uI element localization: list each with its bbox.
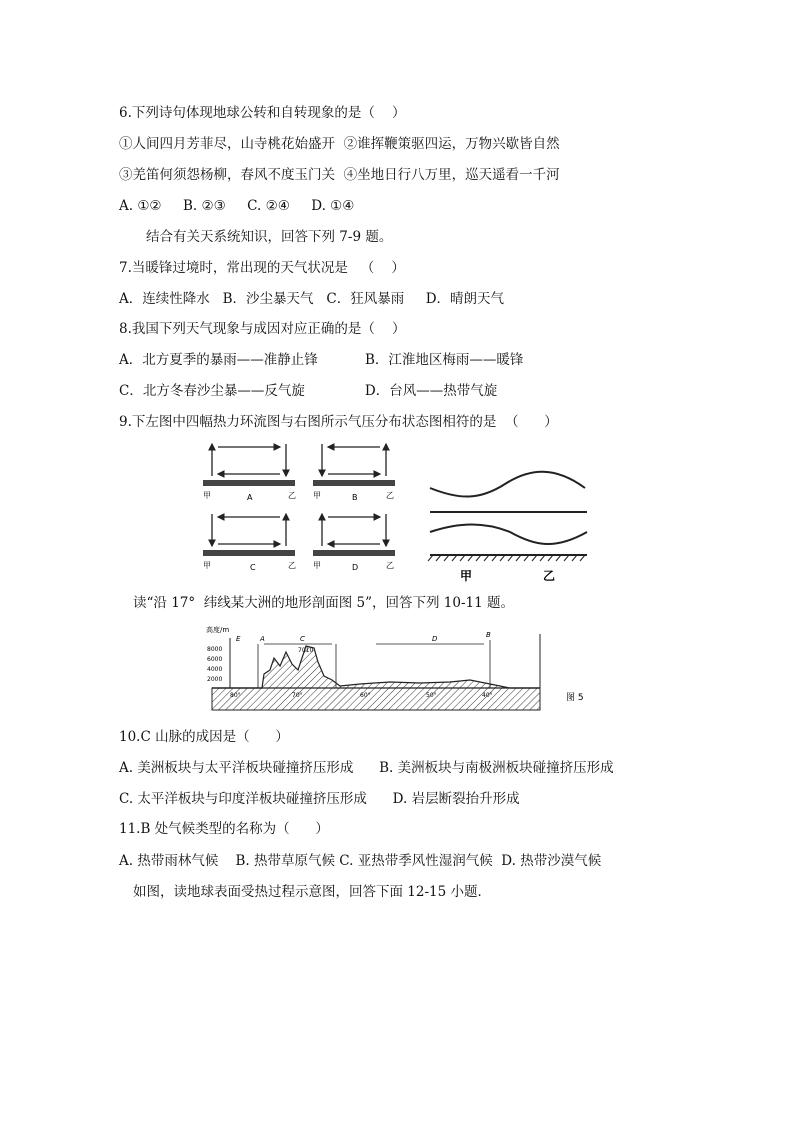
- fig5-marker-d: D: [432, 635, 438, 643]
- isobar-figure: [425, 460, 595, 584]
- panel-c-left: 甲: [203, 561, 211, 570]
- panel-b: [313, 444, 395, 502]
- fig5-lon-70: 70°: [292, 692, 303, 699]
- fig5-marker-c: C: [300, 635, 305, 643]
- q8-options-row1: A．北方夏季的暴雨——准静止锋 B．江淮地区梅雨——暖锋: [119, 352, 524, 368]
- intro-7-9: 结合有关天系统知识，回答下列 7-9 题。: [146, 229, 393, 245]
- fig5-ytick-8000: 8000: [207, 646, 223, 653]
- q11-stem: 11.B 处气候类型的名称为（ ）: [119, 821, 329, 837]
- fig5-ytick-4000: 4000: [207, 666, 223, 673]
- fig5-lon-50: 50°: [426, 692, 437, 699]
- isobar-right-label: 乙: [543, 569, 556, 583]
- fig5-caption: 图 5: [566, 693, 584, 703]
- panel-d-mid: D: [352, 563, 359, 572]
- fig5-ytick-6000: 6000: [207, 656, 223, 663]
- isobar-left-label: 甲: [460, 569, 473, 583]
- fig5-lon-40: 40°: [482, 692, 493, 699]
- terrain-profile-figure: [200, 622, 600, 714]
- fig5-axis-title: 高度/m: [206, 626, 230, 634]
- panel-d: [313, 514, 395, 572]
- panel-b-left: 甲: [313, 491, 321, 500]
- intro-10-11: 读“沿 17° 纬线某大洲的地形剖面图 5”，回答下列 10-11 题。: [133, 595, 514, 611]
- q6-options: A. ①② B. ②③ C. ②④ D. ①④: [119, 198, 355, 214]
- fig5-ytick-2000: 2000: [207, 676, 223, 683]
- panel-b-right: 乙: [386, 491, 394, 500]
- q10-options-row2: C. 太平洋板块与印度洋板块碰撞挤压形成 D. 岩层断裂抬升形成: [119, 791, 520, 807]
- fig5-lon-60: 60°: [360, 692, 371, 699]
- fig5-lon-80: 80°: [230, 692, 241, 699]
- panel-c-right: 乙: [288, 561, 296, 570]
- thermal-circulation-figure: [200, 438, 408, 578]
- q6-stem: 6.下列诗句体现地球公转和自转现象的是（ ）: [119, 105, 406, 121]
- q6-line2: ③羌笛何须怨杨柳，春风不度玉门关 ④坐地日行八万里，巡天遥看一千河: [119, 167, 560, 183]
- fig5-peak-label: 7010: [298, 647, 314, 654]
- intro-12-15: 如图，读地球表面受热过程示意图，回答下面 12-15 小题．: [133, 884, 491, 900]
- panel-b-mid: B: [352, 493, 358, 502]
- q7-options: A．连续性降水 B．沙尘暴天气 C．狂风暴雨 D．晴朗天气: [119, 291, 505, 307]
- panel-a-left: 甲: [203, 491, 211, 500]
- q6-line1: ①人间四月芳菲尽，山寺桃花始盛开 ②谁挥鞭策驱四运，万物兴歇皆自然: [119, 136, 560, 152]
- fig5-marker-a: A: [260, 635, 265, 643]
- q7-stem: 7.当暖锋过境时，常出现的天气状况是 （ ）: [119, 260, 405, 276]
- panel-a-mid: A: [247, 493, 253, 502]
- q10-stem: 10.C 山脉的成因是（ ）: [119, 729, 289, 745]
- q8-stem: 8.我国下列天气现象与成因对应正确的是（ ）: [119, 321, 406, 337]
- q8-options-row2: C．北方冬春沙尘暴——反气旋 D．台风——热带气旋: [119, 383, 498, 399]
- panel-c-mid: C: [250, 563, 256, 572]
- panel-a: [203, 444, 296, 502]
- panel-d-right: 乙: [386, 561, 394, 570]
- q11-options: A. 热带雨林气候 B. 热带草原气候 C. 亚热带季风性湿润气候 D. 热带沙漠气候: [119, 853, 602, 869]
- q10-options-row1: A. 美洲板块与太平洋板块碰撞挤压形成 B. 美洲板块与南极洲板块碰撞挤压形成: [119, 760, 614, 776]
- panel-a-right: 乙: [288, 491, 296, 500]
- panel-c: [203, 514, 296, 572]
- panel-d-left: 甲: [313, 561, 321, 570]
- fig5-marker-e: E: [236, 635, 241, 643]
- fig5-marker-b: B: [486, 631, 491, 639]
- q9-stem: 9.下左图中四幅热力环流图与右图所示气压分布状态图相符的是 （ ）: [119, 414, 558, 430]
